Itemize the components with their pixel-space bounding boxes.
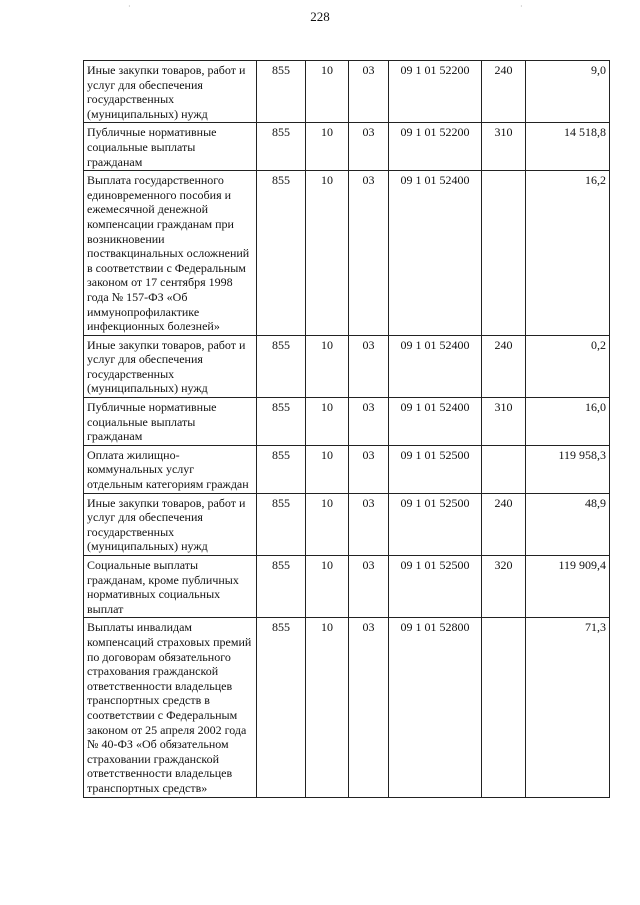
target-article-cell: 09 1 01 52400 <box>389 335 482 397</box>
section-code-cell: 10 <box>306 618 349 797</box>
row-name-cell: Публичные нормативные социальные выплаты гражданам <box>84 123 257 171</box>
table-row <box>84 445 610 493</box>
subsection-code-cell: 03 <box>349 335 389 397</box>
amount-cell: 119 909,4 <box>526 556 610 618</box>
subsection-code-cell: 03 <box>349 493 389 555</box>
section-code-cell: 10 <box>306 61 349 123</box>
table-row <box>84 335 610 397</box>
table-row <box>84 171 610 336</box>
row-name-cell: Иные закупки товаров, работ и услуг для обеспечения государственных (муниципальных) нужд <box>84 335 257 397</box>
expense-type-cell: 240 <box>482 493 526 555</box>
row-name-cell: Выплата государственного единовременного пособия и ежемесячной денежной компенсации гражданам при возникновении поствакцинальных осложнений в соответствии с Федеральным законом от 17 сентября 1998 года № 157-ФЗ «Об иммунопрофилактике инфекционных болезней» <box>84 171 257 336</box>
subsection-code-cell: 03 <box>349 123 389 171</box>
expense-type-cell: 310 <box>482 398 526 446</box>
section-code-cell: 10 <box>306 123 349 171</box>
section-code-cell: 10 <box>306 493 349 555</box>
subsection-code-cell: 03 <box>349 618 389 797</box>
section-code-cell: 10 <box>306 335 349 397</box>
section-code-cell: 10 <box>306 171 349 336</box>
ministry-code-cell: 855 <box>257 445 306 493</box>
scan-mark: · <box>128 2 131 11</box>
row-name-cell: Социальные выплаты гражданам, кроме публичных нормативных социальных выплат <box>84 556 257 618</box>
page-number: 228 <box>310 9 330 24</box>
subsection-code-cell: 03 <box>349 171 389 336</box>
scan-mark: · <box>520 2 523 11</box>
expense-type-cell <box>482 445 526 493</box>
ministry-code-cell: 855 <box>257 61 306 123</box>
subsection-code-cell: 03 <box>349 445 389 493</box>
section-code-cell: 10 <box>306 556 349 618</box>
table-row <box>84 556 610 618</box>
amount-cell: 71,3 <box>526 618 610 797</box>
ministry-code-cell: 855 <box>257 335 306 397</box>
amount-cell: 0,2 <box>526 335 610 397</box>
subsection-code-cell: 03 <box>349 61 389 123</box>
expense-type-cell: 240 <box>482 335 526 397</box>
ministry-code-cell: 855 <box>257 493 306 555</box>
ministry-code-cell: 855 <box>257 618 306 797</box>
amount-cell: 16,0 <box>526 398 610 446</box>
row-name-cell: Выплаты инвалидам компенсаций страховых премий по договорам обязательного страхования гражданской ответственности владельцев транспортных средств в соответствии с Федеральным законом от 25 апреля 2002 года № 40-ФЗ «Об обязательном страховании гражданской ответственности владельцев транспортных средств» <box>84 618 257 797</box>
target-article-cell: 09 1 01 52500 <box>389 493 482 555</box>
ministry-code-cell: 855 <box>257 556 306 618</box>
budget-table <box>83 60 610 798</box>
subsection-code-cell: 03 <box>349 556 389 618</box>
section-code-cell: 10 <box>306 445 349 493</box>
ministry-code-cell: 855 <box>257 123 306 171</box>
target-article-cell: 09 1 01 52800 <box>389 618 482 797</box>
amount-cell: 16,2 <box>526 171 610 336</box>
target-article-cell: 09 1 01 52200 <box>389 123 482 171</box>
expense-type-cell: 310 <box>482 123 526 171</box>
row-name-cell: Публичные нормативные социальные выплаты гражданам <box>84 398 257 446</box>
table-row <box>84 618 610 797</box>
target-article-cell: 09 1 01 52500 <box>389 556 482 618</box>
ministry-code-cell: 855 <box>257 171 306 336</box>
table-row <box>84 123 610 171</box>
expense-type-cell <box>482 618 526 797</box>
expense-type-cell: 240 <box>482 61 526 123</box>
subsection-code-cell: 03 <box>349 398 389 446</box>
amount-cell: 119 958,3 <box>526 445 610 493</box>
expense-type-cell <box>482 171 526 336</box>
table-body <box>84 61 610 798</box>
table-row <box>84 61 610 123</box>
amount-cell: 48,9 <box>526 493 610 555</box>
expense-type-cell: 320 <box>482 556 526 618</box>
row-name-cell: Иные закупки товаров, работ и услуг для обеспечения государственных (муниципальных) нужд <box>84 61 257 123</box>
target-article-cell: 09 1 01 52400 <box>389 398 482 446</box>
row-name-cell: Иные закупки товаров, работ и услуг для обеспечения государственных (муниципальных) нужд <box>84 493 257 555</box>
row-name-cell: Оплата жилищно-коммунальных услуг отдельным категориям граждан <box>84 445 257 493</box>
target-article-cell: 09 1 01 52400 <box>389 171 482 336</box>
target-article-cell: 09 1 01 52500 <box>389 445 482 493</box>
amount-cell: 9,0 <box>526 61 610 123</box>
amount-cell: 14 518,8 <box>526 123 610 171</box>
table-row <box>84 398 610 446</box>
table-row <box>84 493 610 555</box>
section-code-cell: 10 <box>306 398 349 446</box>
ministry-code-cell: 855 <box>257 398 306 446</box>
target-article-cell: 09 1 01 52200 <box>389 61 482 123</box>
